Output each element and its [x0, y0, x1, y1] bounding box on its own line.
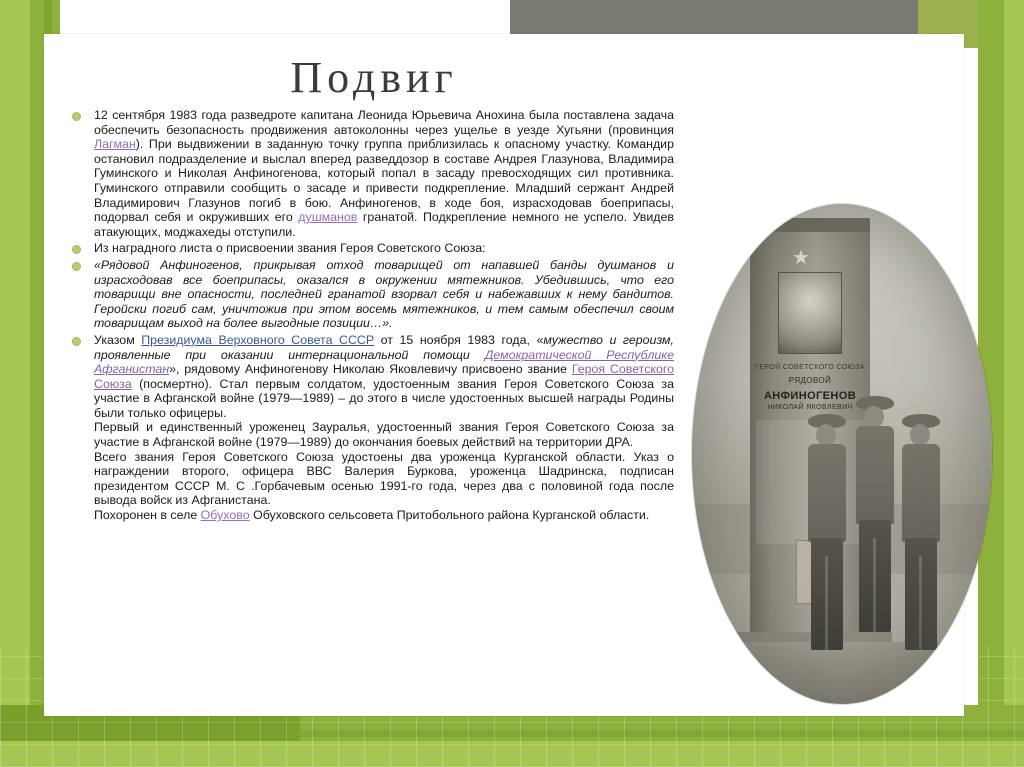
- photo-soldier: [898, 406, 944, 656]
- link-hero[interactable]: Героя Советского Союза: [94, 362, 674, 391]
- soldier-leg-split: [919, 556, 922, 650]
- photo-soldier: [852, 388, 898, 656]
- soldier-head: [864, 406, 884, 428]
- bullet-dot-icon: [72, 262, 81, 271]
- monument-caption-line4: НИКОЛАЙ ЯКОВЛЕВИЧ: [767, 404, 853, 411]
- soldier-torso: [902, 444, 940, 542]
- link-dushmanov[interactable]: душманов: [298, 210, 358, 225]
- monument-caption-line3: АНФИНОГЕНОВ: [763, 390, 857, 402]
- star-icon: ★: [792, 247, 810, 269]
- monument-caption-line1: ГЕРОЙ СОВЕТСКОГО СОЮЗА: [755, 364, 865, 371]
- list-item: [64, 108, 674, 239]
- photo-frame: [692, 204, 992, 704]
- link-obuhovo[interactable]: Обухово: [200, 508, 250, 523]
- photo-oval: [692, 204, 992, 704]
- soldier-head: [816, 424, 836, 446]
- photo-soldier: [804, 406, 850, 656]
- background-band-left-inner: [0, 0, 30, 767]
- link-republic[interactable]: Демократической Республике Афганистан: [94, 347, 674, 377]
- list-item: [64, 241, 674, 256]
- soldier-leg-split: [873, 538, 876, 632]
- list-item: [64, 333, 674, 523]
- monument-caption-line2: РЯДОВОЙ: [788, 376, 832, 385]
- bullet-dot-icon: [72, 112, 81, 121]
- bullet-list: [64, 108, 674, 523]
- list-item-text: Указом Президиума Верховного Совета СССР от 15 ноября 1983 года, «мужество и героизм, проявленные при оказании интернациональной помощи Демократической Республике Афганистан», рядовому Анфиногенову Николаю Яковлевичу присвоено звание Героя Советского Союза (посмертно). Стал первым солдатом, удостоенным звания Героя Советского Союза за участие в Афганской войне (1979—1989) – до этого в числе удостоенных высшей награды Родины были только офицеры. Первый и единственный уроженец Зауралья, удостоенный звания Героя Советского Союза за участие в Афганской войне (1979—1989) до окончания боевых действий на территории ДРА. Всего звания Героя Советского Союза удостоены два уроженца Курганской области. Указ о награждении второго, офицера ВВС Валерия Буркова, уроженца Шадринска, подписан президентом СССР М. С .Горбачевым осенью 1991-го года, через два с половиной года после вывода войск из Афганистана. Похоронен в селе Обухово Обуховского сельсовета Притобольного района Курганской области.: [94, 332, 674, 523]
- body-content: [64, 108, 674, 525]
- link-presidium[interactable]: Президиума Верховного Совета СССР: [141, 332, 375, 347]
- slide-card: [44, 34, 964, 716]
- bullet-dot-icon: [72, 337, 81, 346]
- soldier-leg-split: [825, 556, 828, 650]
- background-band-bottom-inner: [0, 741, 1024, 767]
- soldier-torso: [856, 426, 894, 524]
- list-item-text: «Рядовой Анфиногенов, прикрывая отход товарищей от напавшей банды душманов и израсходовав все боеприпасы, оказался в окружении мятежников. Убедившись, что его товарищи вне опасности, последней гранатой взорвал себя и набежавших к нему бандитов. Геройски погиб сам, уничтожив при этом восемь мятежников, и тем самым обеспечил своим товарищам выход на более выгодные позиции…».: [94, 257, 674, 331]
- list-item-text: 12 сентября 1983 года разведроте капитана Леонида Юрьевича Анохина была поставлена задача обеспечить безопасность продвижения автоколонны через ущелье в уезде Хугьяни (провинция Лагман). При выдвижении в заданную точку группа приблизилась к опасному участку. Командир остановил подразделение и выслал вперед разведдозор в составе Андрея Глазунова, Владимира Гуминского и Николая Анфиногенова, который попал в засаду превосходящих сил противника. Гуминского отправили сообщить о засаде и привести подкрепление. Младший сержант Андрей Владимирович Глазунов погиб в бою. Анфиногенов, в ходе боя, израсходовав боеприпасы, подорвал себя и окруживших его душманов гранатой. Подкрепление немного не успело. Увидев атакующих, моджахеды отступили.: [94, 108, 674, 239]
- page-title: Подвиг: [290, 53, 458, 102]
- link-lagman[interactable]: Лагман: [94, 137, 136, 152]
- soldier-head: [910, 424, 930, 446]
- list-item-text: Из наградного листа о присвоении звания Героя Советского Союза:: [94, 241, 486, 256]
- monument-portrait: [778, 272, 842, 354]
- list-item: [64, 258, 674, 331]
- background-band-right-inner: [1004, 0, 1024, 767]
- bullet-dot-icon: [72, 245, 81, 254]
- soldier-torso: [808, 444, 846, 542]
- photo-image: [692, 204, 992, 704]
- background-stripe-bottom: [0, 730, 1024, 737]
